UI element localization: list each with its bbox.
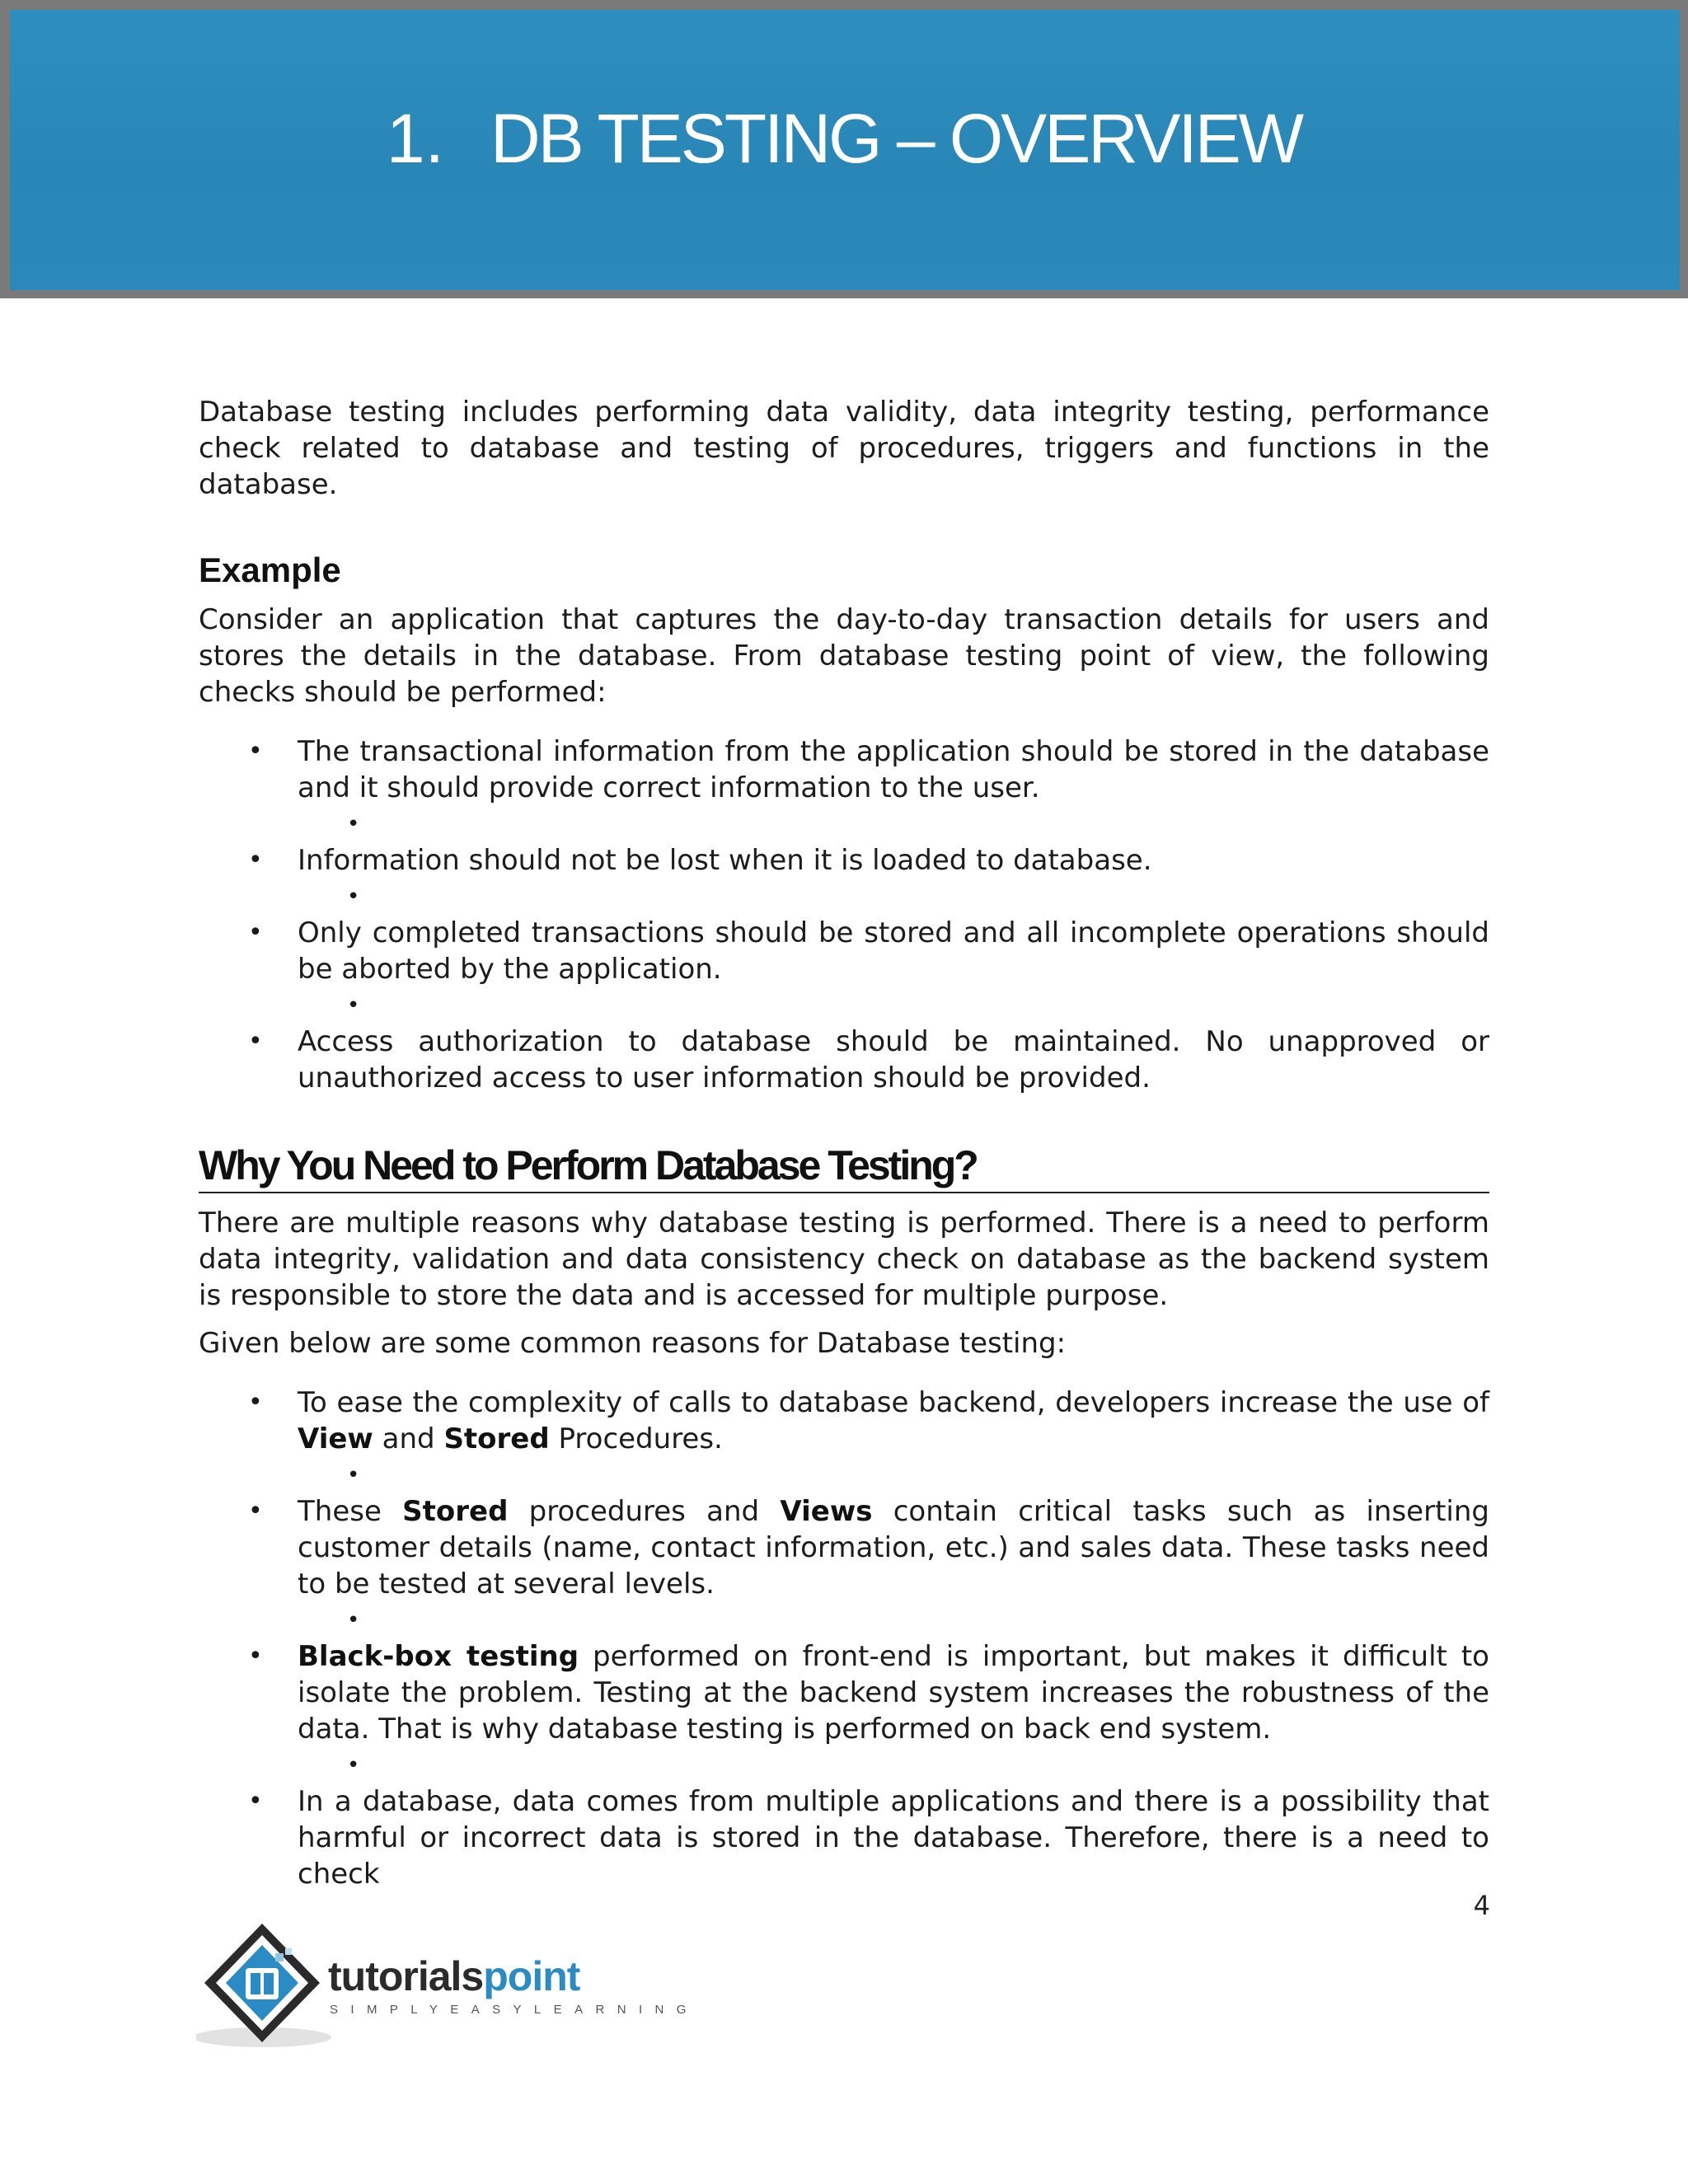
why-heading: Why You Need to Perform Database Testing?	[199, 1141, 1489, 1193]
list-item-text: Only completed transactions should be stored and all incomplete operations should be aborted by the application.	[298, 916, 1489, 986]
bullet-dot: •	[248, 1027, 263, 1056]
empty-bullet: •	[347, 812, 360, 837]
reasons-intro: Given below are some common reasons for Database testing:	[199, 1327, 1067, 1360]
list-item	[199, 915, 1489, 1024]
intro-paragraph: Database testing includes performing data validity, data integrity testing, performance check related to database and testing of procedures, triggers and functions in the database.	[199, 396, 1489, 501]
logo-wordmark: tutorialspoint	[328, 1953, 580, 1999]
bullet-dot: •	[248, 1787, 263, 1816]
list-item	[199, 1385, 1489, 1493]
chapter-title	[0, 99, 1688, 179]
bullet-dot: •	[248, 1388, 263, 1417]
empty-bullet: •	[347, 884, 360, 909]
list-item	[199, 1783, 1489, 1892]
why-paragraph: There are multiple reasons why database testing is performed. There is a need to perform data integrity, validation and data consistency check on database as the backend system is responsible to store the data and is accessed for multiple purpose.	[199, 1207, 1489, 1312]
list-item-text: To ease the complexity of calls to database backend, developers increase the use of View and Stored Procedures.	[298, 1386, 1489, 1455]
empty-bullet: •	[347, 993, 360, 1018]
empty-bullet: •	[347, 1608, 360, 1633]
bullet-dot: •	[248, 1642, 263, 1671]
bullet-dot: •	[248, 1497, 263, 1526]
list-item	[199, 842, 1489, 915]
list-item-text: In a database, data comes from multiple applications and there is a possibility that harmful or incorrect data is stored in the database. Therefore, there is a need to check	[298, 1785, 1489, 1891]
list-item-text: Black-box testing performed on front-end is important, but makes it difficult to isolate the problem. Testing at the backend system increases the robustness of the data. That is why database testing is performed on back end system.	[298, 1640, 1489, 1746]
list-item-text: Access authorization to database should be maintained. No unapproved or unauthorized access to user information should be provided.	[298, 1025, 1489, 1094]
tutorialspoint-logo	[196, 1920, 699, 2052]
empty-bullet: •	[347, 1753, 360, 1778]
empty-bullet: •	[347, 1463, 360, 1488]
example-heading: Example	[199, 551, 341, 589]
chapter-title-text: DB TESTING – OVERVIEW	[490, 100, 1302, 177]
list-item	[199, 1638, 1489, 1783]
list-item-text: These Stored procedures and Views contain critical tasks such as inserting customer details (name, contact information, etc.) and sales data. These tasks need to be tested at several levels.	[298, 1495, 1489, 1601]
bullet-dot: •	[248, 846, 263, 874]
list-item	[199, 1493, 1489, 1638]
bullet-dot: •	[248, 737, 263, 766]
list-item-text: Information should not be lost when it is loaded to database.	[298, 844, 1152, 877]
bullet-dot: •	[248, 918, 263, 947]
chapter-number: 1.	[386, 100, 444, 177]
logo-tagline: SIMPLYEASYLEARNING	[330, 2003, 699, 2017]
page-content	[199, 394, 1489, 1892]
logo-diamond-icon	[196, 1920, 336, 2052]
page-number: 4	[1473, 1890, 1490, 1921]
list-item	[199, 733, 1489, 842]
reasons-bullet-list	[199, 1385, 1489, 1892]
example-bullet-list	[199, 733, 1489, 1096]
list-item	[199, 1024, 1489, 1096]
list-item-text: The transactional information from the application should be stored in the database and it should provide correct information to the user.	[298, 735, 1489, 804]
example-paragraph: Consider an application that captures the day-to-day transaction details for users and stores the details in the database. From database testing point of view, the following checks should be performed:	[199, 603, 1489, 709]
chapter-banner	[0, 0, 1688, 298]
